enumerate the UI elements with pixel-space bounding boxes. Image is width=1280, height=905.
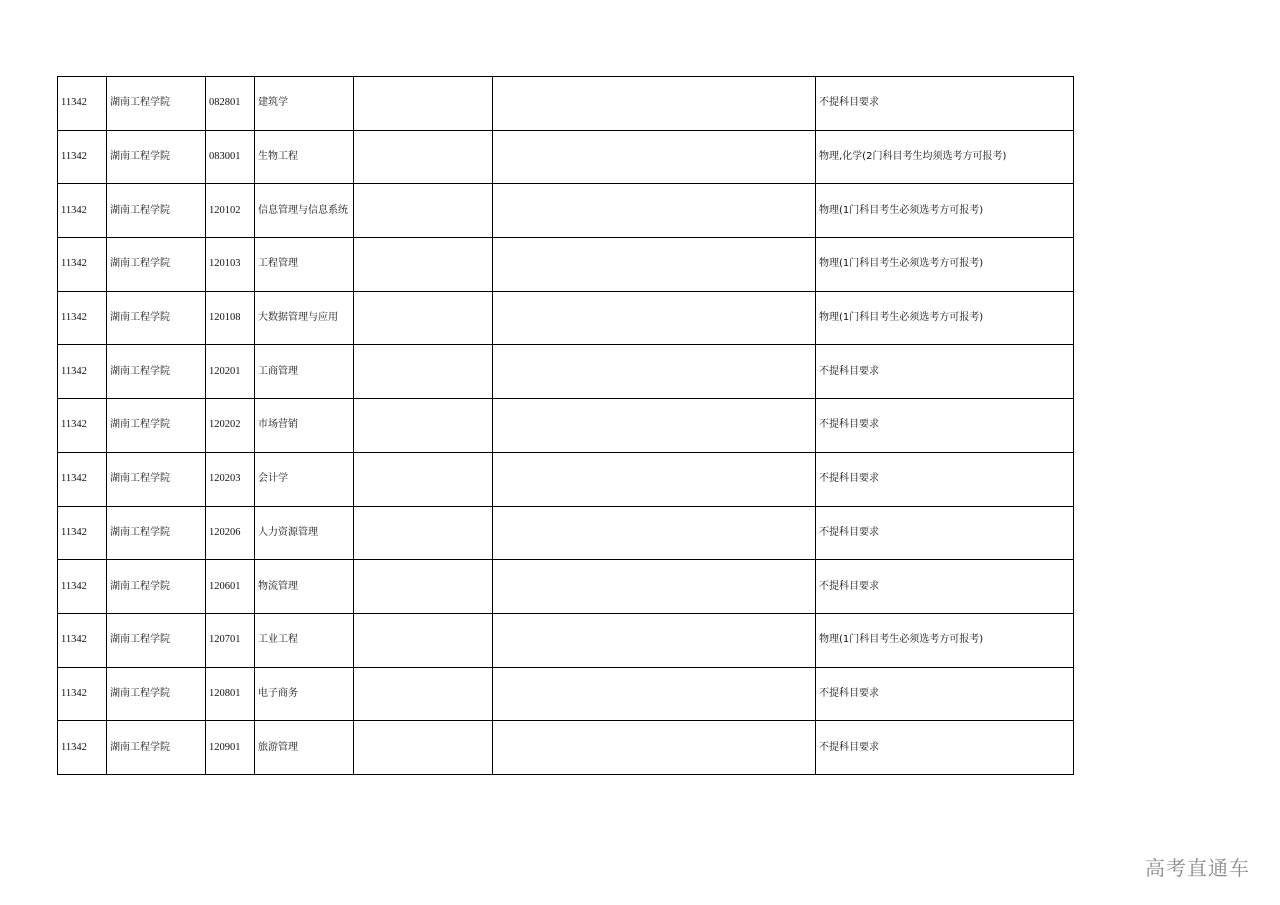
major-name-cell: 市场营销	[255, 399, 354, 453]
major-name-cell: 人力资源管理	[255, 506, 354, 560]
table-row	[58, 667, 1074, 721]
school-code-cell: 11342	[58, 291, 107, 345]
table-row	[58, 613, 1074, 667]
school-code-cell: 11342	[58, 452, 107, 506]
empty-cell-6	[493, 399, 816, 453]
empty-cell-5	[354, 238, 493, 292]
school-name-cell: 湖南工程学院	[107, 345, 206, 399]
subject-requirement-cell: 不提科目要求	[816, 77, 1074, 131]
school-name-cell: 湖南工程学院	[107, 130, 206, 184]
major-code-cell: 120901	[206, 721, 255, 775]
school-code-cell: 11342	[58, 721, 107, 775]
school-code-cell: 11342	[58, 399, 107, 453]
school-name-cell: 湖南工程学院	[107, 667, 206, 721]
empty-cell-6	[493, 238, 816, 292]
empty-cell-6	[493, 452, 816, 506]
subject-requirement-cell: 不提科目要求	[816, 506, 1074, 560]
school-code-cell: 11342	[58, 560, 107, 614]
school-name-cell: 湖南工程学院	[107, 560, 206, 614]
major-name-cell: 工商管理	[255, 345, 354, 399]
major-code-cell: 083001	[206, 130, 255, 184]
subject-requirement-cell: 不提科目要求	[816, 345, 1074, 399]
requirements-table	[57, 76, 1074, 775]
school-name-cell: 湖南工程学院	[107, 184, 206, 238]
empty-cell-6	[493, 667, 816, 721]
empty-cell-6	[493, 613, 816, 667]
table-row	[58, 130, 1074, 184]
empty-cell-6	[493, 291, 816, 345]
major-name-cell: 物流管理	[255, 560, 354, 614]
subject-requirement-cell: 物理(1门科目考生必须选考方可报考)	[816, 613, 1074, 667]
major-name-cell: 会计学	[255, 452, 354, 506]
major-code-cell: 082801	[206, 77, 255, 131]
empty-cell-6	[493, 506, 816, 560]
major-name-cell: 大数据管理与应用	[255, 291, 354, 345]
school-code-cell: 11342	[58, 613, 107, 667]
subject-requirement-cell: 物理,化学(2门科目考生均须选考方可报考)	[816, 130, 1074, 184]
school-name-cell: 湖南工程学院	[107, 238, 206, 292]
major-code-cell: 120103	[206, 238, 255, 292]
table-row	[58, 452, 1074, 506]
major-code-cell: 120102	[206, 184, 255, 238]
empty-cell-6	[493, 721, 816, 775]
subject-requirement-cell: 物理(1门科目考生必须选考方可报考)	[816, 291, 1074, 345]
table-row	[58, 506, 1074, 560]
table-row	[58, 560, 1074, 614]
major-code-cell: 120601	[206, 560, 255, 614]
subject-requirement-cell: 物理(1门科目考生必须选考方可报考)	[816, 184, 1074, 238]
empty-cell-6	[493, 560, 816, 614]
major-name-cell: 电子商务	[255, 667, 354, 721]
school-name-cell: 湖南工程学院	[107, 721, 206, 775]
table-row	[58, 77, 1074, 131]
major-name-cell: 建筑学	[255, 77, 354, 131]
major-code-cell: 120108	[206, 291, 255, 345]
subject-requirement-cell: 不提科目要求	[816, 667, 1074, 721]
empty-cell-5	[354, 667, 493, 721]
empty-cell-5	[354, 130, 493, 184]
subject-requirement-cell: 物理(1门科目考生必须选考方可报考)	[816, 238, 1074, 292]
empty-cell-5	[354, 721, 493, 775]
major-code-cell: 120202	[206, 399, 255, 453]
school-name-cell: 湖南工程学院	[107, 291, 206, 345]
empty-cell-6	[493, 184, 816, 238]
major-name-cell: 工程管理	[255, 238, 354, 292]
major-code-cell: 120201	[206, 345, 255, 399]
subject-requirement-cell: 不提科目要求	[816, 399, 1074, 453]
school-code-cell: 11342	[58, 77, 107, 131]
school-code-cell: 11342	[58, 345, 107, 399]
empty-cell-5	[354, 560, 493, 614]
empty-cell-5	[354, 613, 493, 667]
subject-requirement-cell: 不提科目要求	[816, 721, 1074, 775]
major-code-cell: 120203	[206, 452, 255, 506]
empty-cell-5	[354, 184, 493, 238]
major-code-cell: 120701	[206, 613, 255, 667]
table-row	[58, 721, 1074, 775]
empty-cell-5	[354, 77, 493, 131]
empty-cell-6	[493, 130, 816, 184]
table-row	[58, 238, 1074, 292]
major-code-cell: 120206	[206, 506, 255, 560]
empty-cell-5	[354, 399, 493, 453]
subject-requirement-cell: 不提科目要求	[816, 452, 1074, 506]
school-code-cell: 11342	[58, 506, 107, 560]
watermark-text: 高考直通车	[1145, 856, 1250, 880]
school-name-cell: 湖南工程学院	[107, 77, 206, 131]
empty-cell-5	[354, 345, 493, 399]
table-body	[58, 77, 1074, 775]
table-row	[58, 399, 1074, 453]
major-code-cell: 120801	[206, 667, 255, 721]
major-name-cell: 生物工程	[255, 130, 354, 184]
major-name-cell: 旅游管理	[255, 721, 354, 775]
empty-cell-5	[354, 291, 493, 345]
school-name-cell: 湖南工程学院	[107, 613, 206, 667]
table-row	[58, 345, 1074, 399]
school-code-cell: 11342	[58, 238, 107, 292]
table-row	[58, 184, 1074, 238]
school-name-cell: 湖南工程学院	[107, 506, 206, 560]
major-name-cell: 工业工程	[255, 613, 354, 667]
subject-requirement-cell: 不提科目要求	[816, 560, 1074, 614]
school-code-cell: 11342	[58, 130, 107, 184]
empty-cell-5	[354, 506, 493, 560]
empty-cell-6	[493, 345, 816, 399]
table-row	[58, 291, 1074, 345]
school-name-cell: 湖南工程学院	[107, 452, 206, 506]
empty-cell-6	[493, 77, 816, 131]
empty-cell-5	[354, 452, 493, 506]
school-code-cell: 11342	[58, 184, 107, 238]
major-name-cell: 信息管理与信息系统	[255, 184, 354, 238]
school-name-cell: 湖南工程学院	[107, 399, 206, 453]
school-code-cell: 11342	[58, 667, 107, 721]
